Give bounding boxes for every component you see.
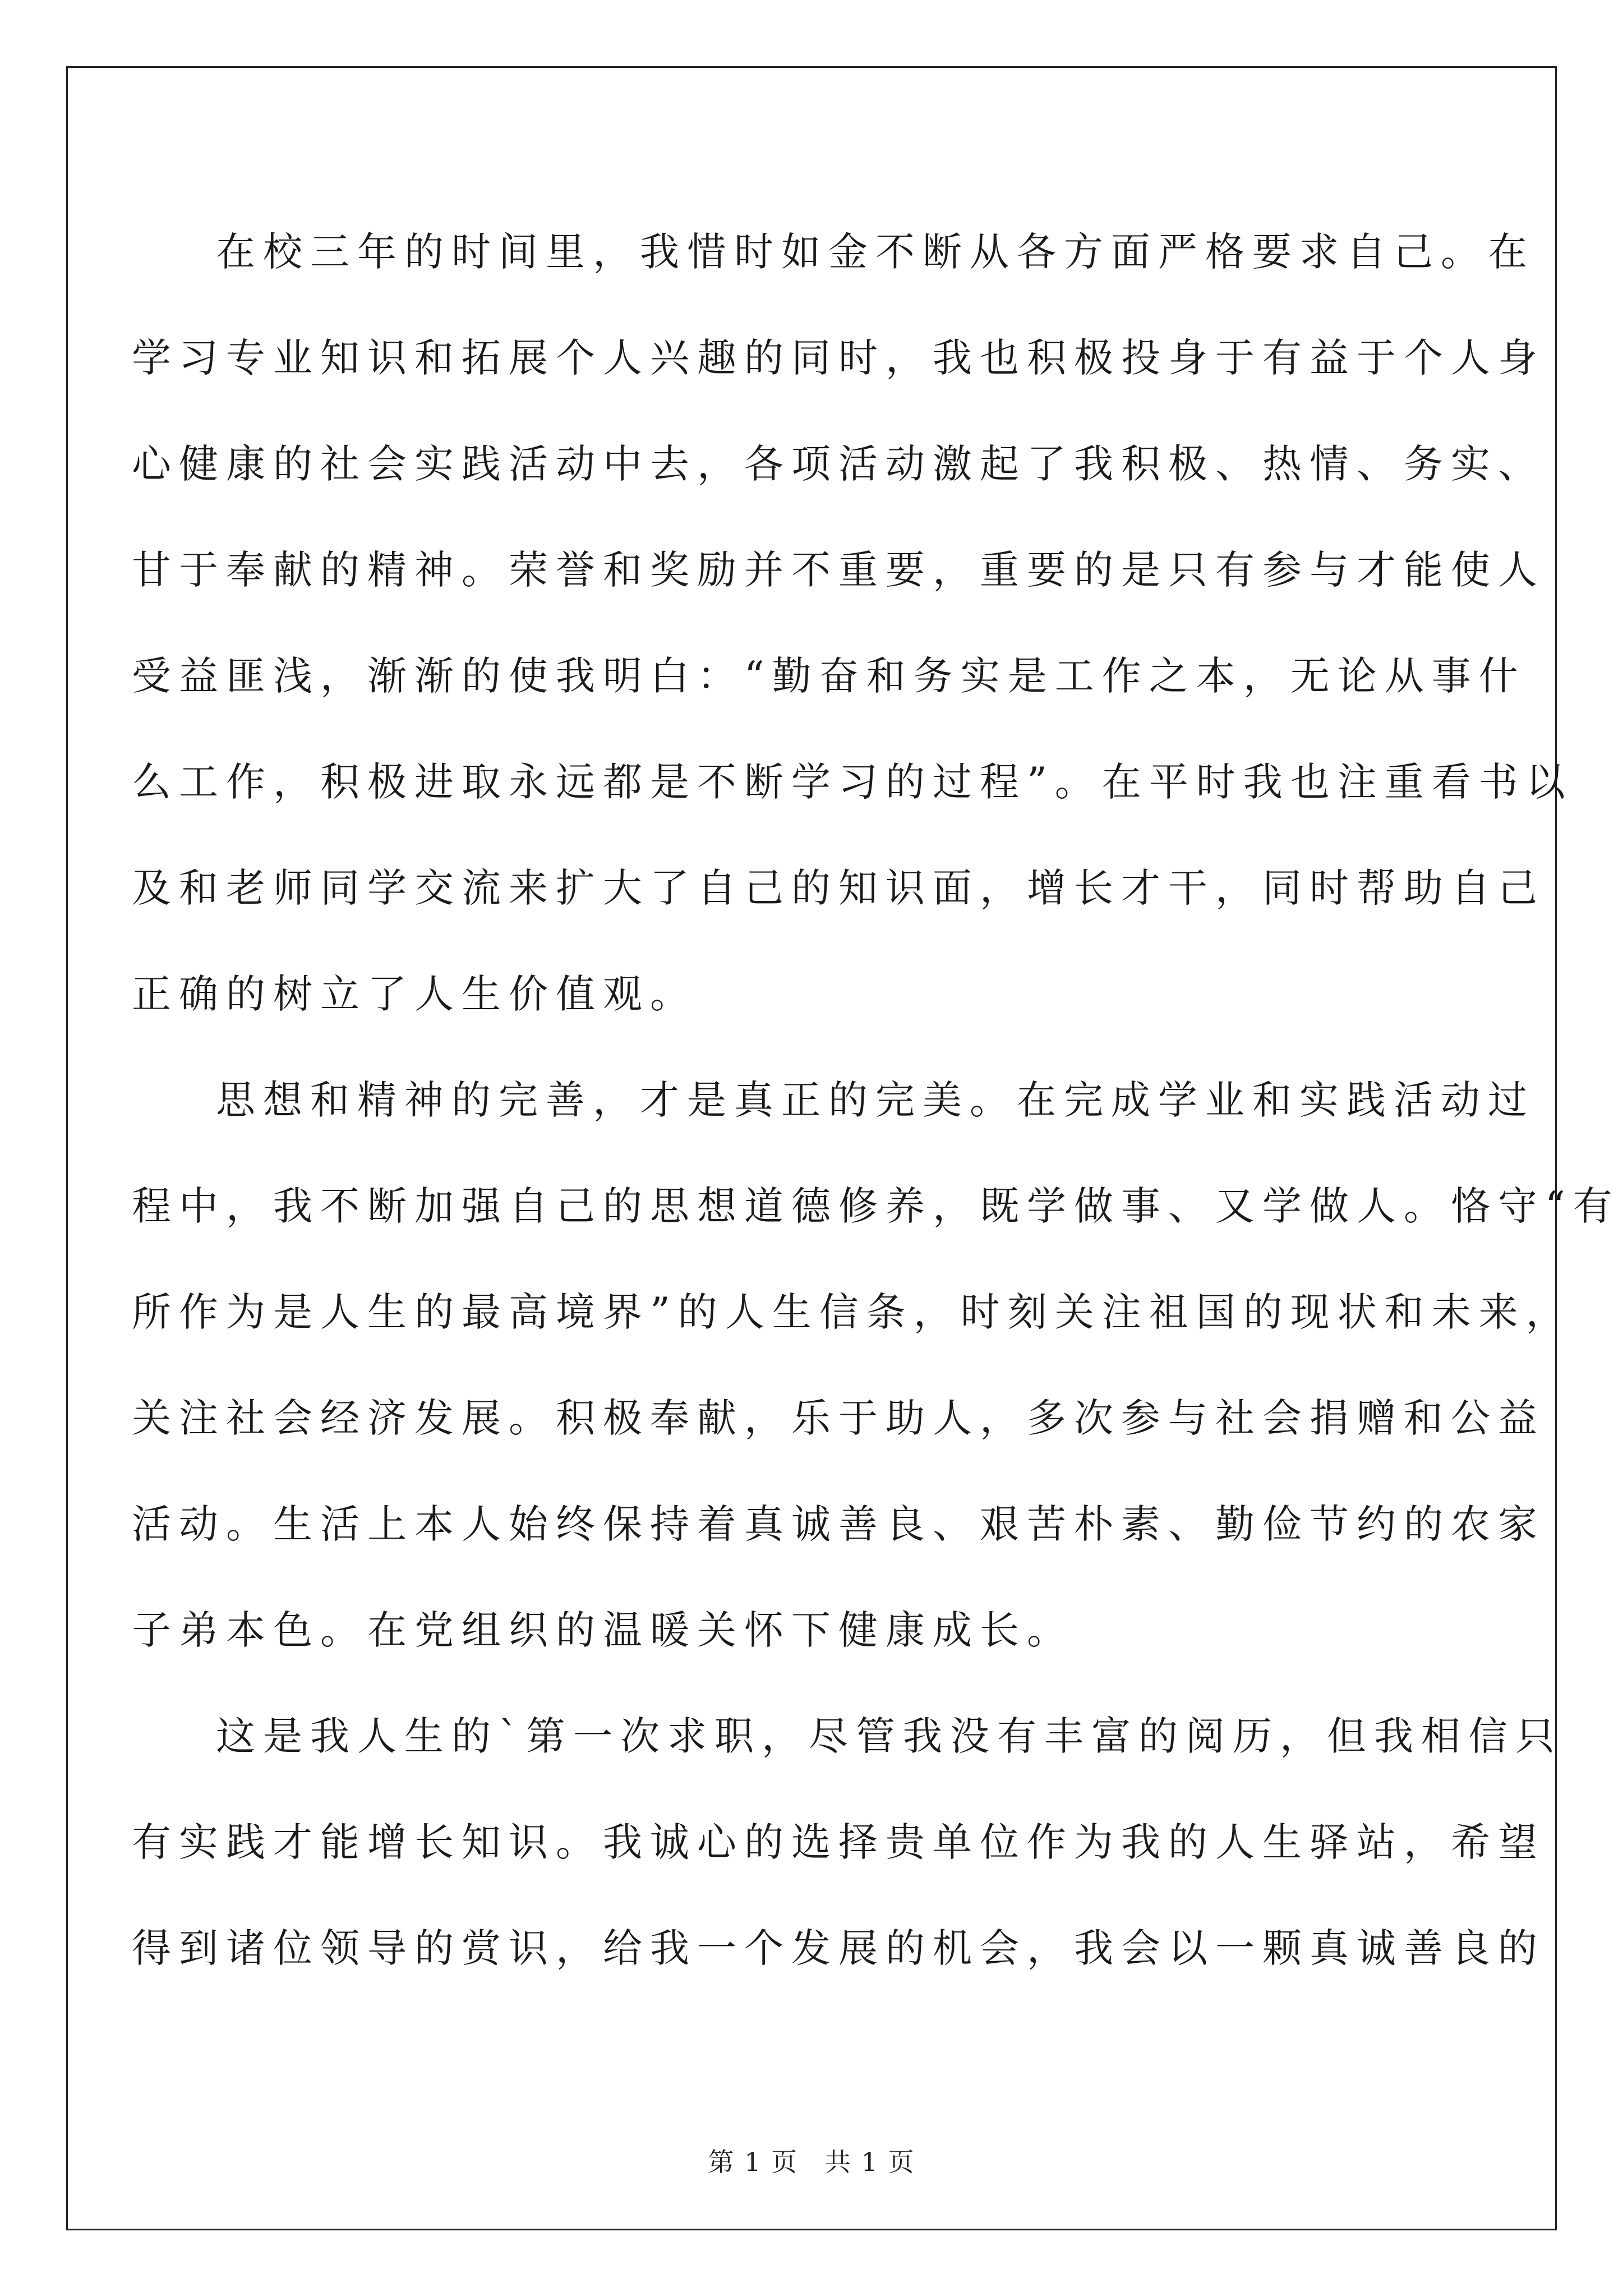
text-line: 么工作，积极进取永远都是不断学习的过程”。在平时我也注重看书以 [132, 759, 1573, 805]
text-line: 得到诸位领导的赏识，给我一个发展的机会，我会以一颗真诚善良的 [132, 1925, 1545, 1971]
text-line: 正确的树立了人生价值观。 [132, 971, 697, 1017]
document-body [132, 199, 1620, 2001]
text-line: 程中，我不断加强自己的思想道德修养，既学做事、又学做人。恪守“有 [132, 1183, 1620, 1229]
text-line: 有实践才能增长知识。我诚心的选择贵单位作为我的人生驿站，希望 [132, 1819, 1545, 1865]
text-line: 学习专业知识和拓展个人兴趣的同时，我也积极投身于有益于个人身 [132, 335, 1545, 381]
text-line: 甘于奉献的精神。荣誉和奖励并不重要，重要的是只有参与才能使人 [132, 547, 1545, 593]
text-line: 这是我人生的`第一次求职，尽管我没有丰富的阅历，但我相信只 [216, 1713, 1562, 1759]
text-line: 受益匪浅，渐渐的使我明白：“勤奋和务实是工作之本，无论从事什 [132, 653, 1526, 699]
page-number-footer: 第 1 页 共 1 页 [708, 2147, 915, 2177]
text-line: 子弟本色。在党组织的温暖关怀下健康成长。 [132, 1607, 1074, 1653]
text-line: 思想和精神的完善，才是真正的完美。在完成学业和实践活动过 [216, 1077, 1535, 1123]
text-line: 所作为是人生的最高境界”的人生信条，时刻关注祖国的现状和未来， [132, 1289, 1573, 1335]
text-line: 及和老师同学交流来扩大了自己的知识面，增长才干，同时帮助自己 [132, 865, 1545, 911]
paragraph-3 [132, 1683, 1562, 2001]
paragraph-2 [132, 1047, 1620, 1683]
text-line: 活动。生活上本人始终保持着真诚善良、艰苦朴素、勤俭节约的农家 [132, 1501, 1545, 1547]
text-line: 在校三年的时间里，我惜时如金不断从各方面严格要求自己。在 [216, 229, 1535, 275]
paragraph-1 [132, 199, 1573, 1047]
text-line: 关注社会经济发展。积极奉献，乐于助人，多次参与社会捐赠和公益 [132, 1395, 1545, 1441]
text-line: 心健康的社会实践活动中去，各项活动激起了我积极、热情、务实、 [132, 441, 1545, 487]
